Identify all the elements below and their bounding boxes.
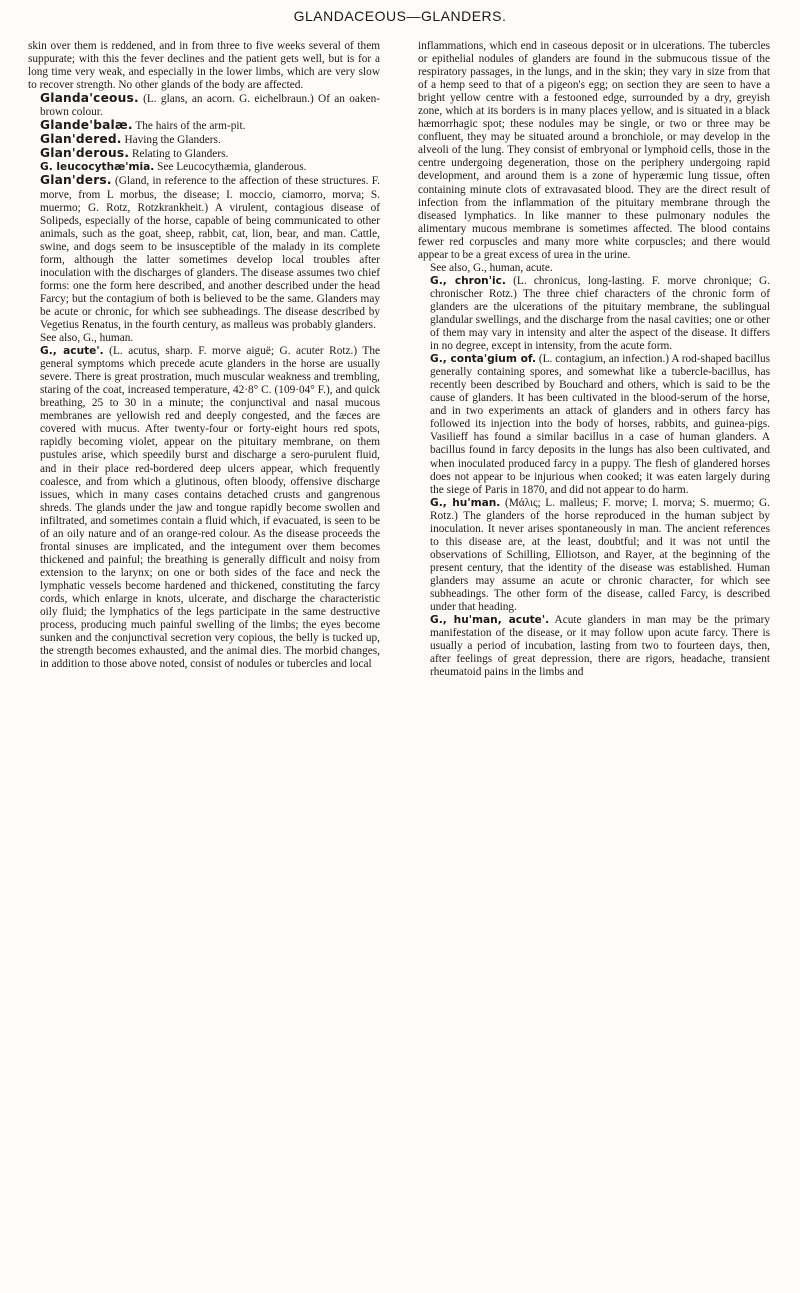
- entry-glanders-contagium: [418, 353, 770, 497]
- headword: Glanda'ceous.: [40, 91, 139, 106]
- entry-glanders-human-acute: [418, 614, 770, 679]
- headword: G., acute'.: [40, 345, 104, 358]
- entry-glanders: [28, 174, 380, 332]
- headword: G., hu'man.: [430, 496, 501, 509]
- entry-text: (L. glans, an acorn. G. eichelbraun.) Of an oaken-brown colour.: [40, 93, 380, 119]
- entry-glandaceous: [28, 92, 380, 119]
- entry-glandered: [28, 133, 380, 147]
- running-head: GLANDACEOUS—GLANDERS.: [293, 8, 507, 24]
- continued-paragraph: inflammations, which end in caseous deposit or in ulcerations. The tubercles or epithelial nodules of glanders are found in the submucous tissue of the respiratory passages, in the lungs, and in the skin; they vary in size from that of a hemp seed to that of a pigeon's egg; on section they are seen to have a bright yellow centre with a festooned edge, surrounded by a dry, greyish zone, which at its borders is in many places yellow, and is situated in a black hæmorrhagic spot; these nodules may be single, or two or three may be confluent, they may be situated around a bronchiole, or may develop in the alveoli of the lung. They consist of embryonal or lymphoid cells, those in the centre undergoing degeneration, those on the periphery undergoing rapid development, and around them is a zone of hyperæmic lung tissue, often containing minute clots of extravasated blood. They are the direct result of infection from the inflammation of the pituitary membrane through the diseased lymphatics. In like manner to these pulmonary nodules the alimentary mucous membrane is sometimes affected. The blood contains fewer red corpuscles and many more white corpuscles; and there would appear to be a great excess of urea in the urine.: [418, 40, 770, 261]
- headword: G., chron'ic.: [430, 274, 506, 287]
- entry-text: (L. acutus, sharp. F. morve aiguë; G. acuter Rotz.) The general symptoms which precede acute glanders in the horse are usually severe. There is great prostration, much muscular weakness and trembling, staring of the coat, increased temperature, 42·8° C. (109·04° F.), and quick breathing, 25 to 30 in a minute; the conjunctival and nasal mucous membranes are yellowish red and deeply congested, and the fæces are covered with mucus. After twenty-four or forty-eight hours red spots, rapidly becoming violet, appear on the pituitary membrane, on them pustules arise, which speedily burst and discharge a sero-purulent fluid, and in their place red-bordered deep ulcers appear, which frequently coalesce, and from which a glutinous, often bloody, offensive discharge issues, which in many cases contains detached crusts and gangrenous shreds. The glands under the jaw and tongue rapidly become swollen and infiltrated, and sometimes contain a fluid which, if evacuated, is seen to be of an oily nature and of an orange-red colour. As the disease proceeds the frontal sinuses are implicated, and the integument over them becomes thickened and painful; the breathing is generally difficult and noisy from extension to the larynx; on one or both sides of the face and neck the lymphatic vessels become hardened and thickened, constituting the farcy cords, which enlarge in knots, ulcerate, and discharge the characteristic oily fluid; the lymphatics of the legs participate in the same destructive process, producing much painful swelling of the limbs; the eyes become sunken and the conjunctival secretion very copious, the belly is tucked up, the strength becomes exhausted, and the animal dies. The morbid changes, in addition to those above noted, consist of nodules or tubercles and local: [40, 345, 380, 671]
- entry-text: See Leucocythæmia, glanderous.: [154, 161, 307, 174]
- continued-paragraph: skin over them is reddened, and in from three to five weeks several of them suppurate; with this the fever declines and the patient gets well, but is for a long time very weak, and especially in the lower limbs, which are very slow to recover strength. No other glands of the body are affected.: [28, 40, 380, 92]
- headword: Glande'balæ.: [40, 118, 133, 133]
- see-also-human: See also, G., human.: [40, 332, 134, 345]
- entry-glanderous: [28, 147, 380, 161]
- headword: Glan'dered.: [40, 132, 122, 147]
- entry-glanders-acute: [28, 345, 380, 671]
- entry-glanders-human: [418, 497, 770, 614]
- entry-text: Having the Glanders.: [121, 134, 221, 147]
- entry-text: (L. contagium, an infection.) A rod-shaped bacillus generally containing spores, and somewhat like a tubercle-bacillus, has recently been described by Bouchard and others, which is said to be the cause of glanders. It has been cultivated in the blood-serum of the horse, and in two experiments an attack of glanders and in others farcy has followed its injection into the body of horses, rabbits, and guinea-pigs. Vasilieff has found a similar bacillus in a case of human glanders. A bacillus found in farcy deposits in the lungs has also been cultivated, and when inoculated produced farcy in a puppy. The flesh of glandered horses does not appear to be injurious when cooked; it was eaten largely during the siege of Paris in 1870, and did not appear to do harm.: [430, 353, 770, 496]
- headword: Glan'ders.: [40, 173, 112, 188]
- entry-text: (L. chronicus, long-lasting. F. morve chronique; G. chronischer Rotz.) The three chief characters of the chronic form of glanders are the ulcerations of the pituitary membrane, the sublingual glandular swellings, and the discharge from the nasal cavities; one or other of them may vary in intensity and alter the aspect of the disease. It differs in no degree, except in intensity, from the acute form.: [430, 274, 770, 353]
- headword: G. leucocythæ'mia.: [40, 161, 155, 174]
- entry-text: Acute glanders in man may be the primary manifestation of the disease, or it may follow upon acute farcy. There is usually a period of incubation, lasting from two to fourteen days, then, after feelings of great depression, there are rigors, headache, transient rheumatoid pains in the limbs and: [430, 614, 770, 679]
- entry-text: (Gland, in reference to the affection of these structures. F. morve, from L morbus, the disease; I. moccio, ciamorro, morva; S. muermo; G. Rotz, Rotzkrankheit.) A virulent, contagious disease of Solipeds, especially of the horse, capable of being communicated to other animals, such as the goat, sheep, rabbit, cat, lion, bear, and man. Cattle, swine, and dogs seem to be insusceptible of the malady in its complete form, although the latter sometimes develop local troubles after inoculation with the discharges of glanders. The disease assumes two chief forms: one the form here described, and another described under the head Farcy; but the contagium of both is believed to be the same. Glanders may be acute or chronic, for which see subheadings. The disease described by Vegetius Renatus, in the fourth century, as malleus was probably glanders.: [40, 175, 380, 331]
- headword: G., hu'man, acute'.: [430, 614, 550, 627]
- right-column: [418, 40, 770, 679]
- entry-text: (Μάλις; L. malleus; F. morve; I. morva; S. muermo; G. Rotz.) The glanders of the horse reproduced in the human subject by inoculation. It never arises spontaneously in man. The ancient references to this disease are, at the least, doubtful; and it was not until the observations of Schilling, Elliotson, and Rayer, at the beginning of the present century, that the identity of the disease was established. Human glanders may assume an acute or chronic character, for which see subheadings. The other form of the disease, called Farcy, is described under that heading.: [430, 496, 771, 614]
- headword: G., conta'gium of.: [430, 353, 536, 366]
- entry-text: Relating to Glanders.: [129, 148, 229, 161]
- entry-glanders-chronic: [418, 275, 770, 353]
- entry-glandebalae: [28, 119, 380, 133]
- headword: Glan'derous.: [40, 146, 130, 161]
- see-also-human-acute: See also, G., human, acute.: [430, 261, 553, 274]
- entry-text: The hairs of the arm-pit.: [132, 120, 246, 133]
- left-column: [28, 40, 380, 671]
